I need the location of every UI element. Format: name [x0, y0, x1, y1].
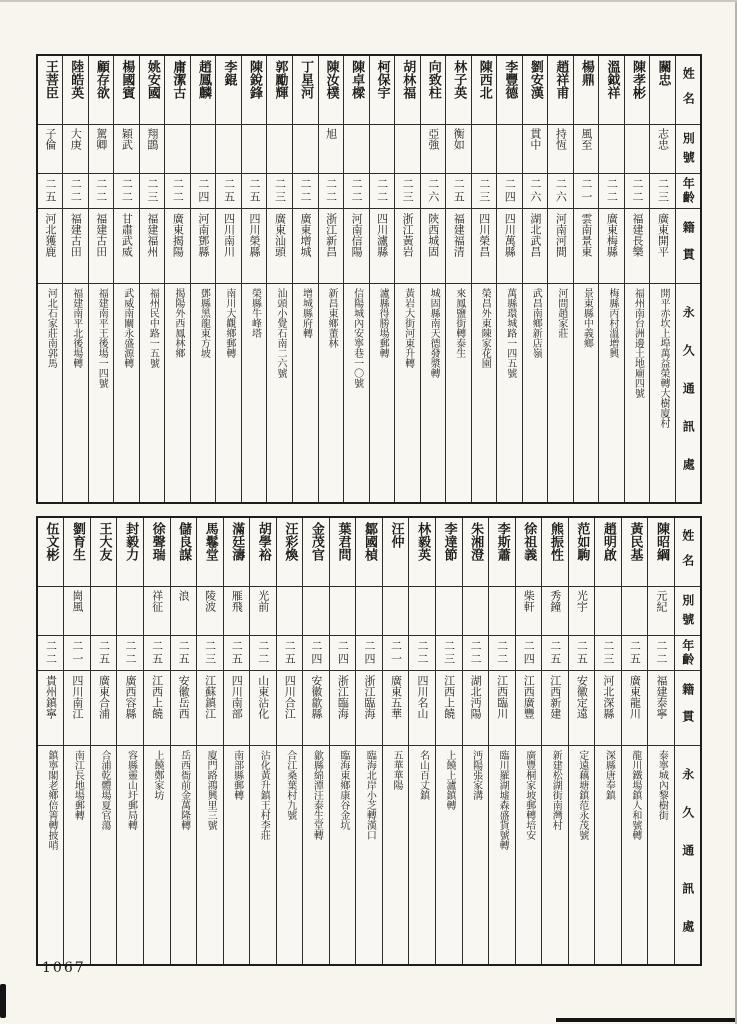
native-cell: 江西上饒 [144, 671, 171, 746]
native-cell: 貴州鎮寧 [37, 671, 64, 746]
address-cell: 臨海東鄉康谷金坑 [329, 746, 356, 966]
alias-cell [436, 587, 463, 636]
address-cell: 合江桑葉村九號 [276, 746, 303, 966]
address-cell: 河間趙家莊 [548, 284, 574, 504]
native-cell: 廣東開平 [650, 209, 676, 284]
age-cell: 二四 [356, 636, 383, 671]
native-cell: 福建福州 [139, 209, 165, 284]
name-cell: 徐聲瑞 [144, 517, 171, 587]
age-cell: 二二 [37, 636, 64, 671]
native-cell: 廣東汕頭 [267, 209, 293, 284]
name-cell: 熊振性 [542, 517, 569, 587]
row-label-native: 籍貫 [675, 209, 701, 284]
native-cell: 河南河間 [548, 209, 574, 284]
age-cell: 二二 [117, 636, 144, 671]
native-cell: 安徽歙縣 [303, 671, 330, 746]
native-cell: 福建古田 [88, 209, 114, 284]
name-cell: 黃民基 [621, 517, 648, 587]
age-cell: 二四 [515, 636, 542, 671]
name-cell: 陳汝樸 [318, 55, 344, 125]
alias-cell: 翔鵾 [139, 125, 165, 174]
address-cell: 鄧縣黑龍東方坡 [190, 284, 216, 504]
row-alias [37, 587, 701, 636]
name-cell: 陳孝彬 [624, 55, 650, 125]
alias-cell [293, 125, 319, 174]
native-cell: 江西新建 [542, 671, 569, 746]
address-cell: 萬縣環城路一四五號 [497, 284, 523, 504]
native-cell: 四川瀘縣 [369, 209, 395, 284]
age-cell: 二五 [241, 174, 267, 209]
name-cell: 趙明啟 [595, 517, 622, 587]
alias-cell [165, 125, 191, 174]
name-cell: 朱湘澄 [462, 517, 489, 587]
address-cell: 泰寧城內黎樹街 [648, 746, 675, 966]
native-cell: 四川名山 [409, 671, 436, 746]
address-cell: 沾化黃升鎮王村李莊 [250, 746, 277, 966]
name-cell: 陳西北 [471, 55, 497, 125]
native-cell: 安徽定遠 [568, 671, 595, 746]
native-cell: 四川南部 [223, 671, 250, 746]
native-cell: 河南鄧縣 [190, 209, 216, 284]
alias-cell: 元紀 [648, 587, 675, 636]
native-cell: 廣東合浦 [90, 671, 117, 746]
name-cell: 顧存欲 [88, 55, 114, 125]
age-cell: 二三 [436, 636, 463, 671]
alias-cell: 陵波 [197, 587, 224, 636]
native-cell: 安徽岳西 [170, 671, 197, 746]
alias-cell [117, 587, 144, 636]
native-cell: 浙江新昌 [318, 209, 344, 284]
directory-table-top [36, 54, 702, 504]
alias-cell: 亞強 [420, 125, 446, 174]
name-cell: 胡林福 [395, 55, 421, 125]
native-cell: 湖北沔陽 [462, 671, 489, 746]
name-cell: 楊鼎 [573, 55, 599, 125]
name-cell: 陳卓樑 [344, 55, 370, 125]
alias-cell [37, 587, 64, 636]
address-cell: 南川大觀鄉郵轉 [216, 284, 242, 504]
name-cell: 汪彩煥 [276, 517, 303, 587]
address-cell: 合浦乾體場夏官蕩 [90, 746, 117, 966]
row-age [37, 174, 701, 209]
name-cell: 庸潔古 [165, 55, 191, 125]
alias-cell [395, 125, 421, 174]
alias-cell [497, 125, 523, 174]
address-cell: 梅縣丙村溫增興 [599, 284, 625, 504]
age-cell: 二四 [329, 636, 356, 671]
age-cell: 二三 [471, 174, 497, 209]
alias-cell: 浪 [170, 587, 197, 636]
native-cell: 四川南江 [64, 671, 91, 746]
row-label-alias: 別號 [675, 125, 701, 174]
age-cell: 二二 [624, 174, 650, 209]
address-cell: 增城縣府轉 [293, 284, 319, 504]
age-cell: 二二 [63, 174, 89, 209]
address-cell: 信陽城內安寧巷一〇號 [344, 284, 370, 504]
alias-cell: 穎武 [114, 125, 140, 174]
address-cell: 沔陽張家溝 [462, 746, 489, 966]
address-cell: 福州民中路一五號 [139, 284, 165, 504]
address-cell: 城固縣南天德發漿轉 [420, 284, 446, 504]
age-cell: 二三 [595, 636, 622, 671]
name-cell: 封毅力 [117, 517, 144, 587]
native-cell: 廣東龍川 [621, 671, 648, 746]
name-cell: 李達節 [436, 517, 463, 587]
native-cell: 四川榮昌 [471, 209, 497, 284]
address-cell: 武昌南鄉新店嶺 [522, 284, 548, 504]
address-cell: 景東縣中義鄉 [573, 284, 599, 504]
address-cell: 來鳳鹽街轉泰生 [446, 284, 472, 504]
address-cell: 黃岩大街河東升轉 [395, 284, 421, 504]
row-label-age: 年齡 [674, 636, 701, 671]
name-cell: 向致柱 [420, 55, 446, 125]
name-cell: 林子英 [446, 55, 472, 125]
alias-cell: 子倫 [37, 125, 63, 174]
directory-table-bottom [36, 516, 702, 966]
alias-cell [621, 587, 648, 636]
alias-cell: 光前 [250, 587, 277, 636]
row-label-native: 籍貫 [674, 671, 701, 746]
name-cell: 姚安國 [139, 55, 165, 125]
scan-artifact-bottom-edge [556, 1018, 737, 1022]
alias-cell [267, 125, 293, 174]
age-cell: 二二 [648, 636, 675, 671]
address-cell: 福州南台洲邊土地廟四號 [624, 284, 650, 504]
name-cell: 陳昭綱 [648, 517, 675, 587]
name-cell: 趙鳳麟 [190, 55, 216, 125]
native-cell: 浙江臨海 [356, 671, 383, 746]
address-cell: 新建松湖街南灣村 [542, 746, 569, 966]
alias-cell [190, 125, 216, 174]
address-cell: 定遠藕塘鎮范永茂號 [568, 746, 595, 966]
age-cell: 二五 [276, 636, 303, 671]
row-label-alias: 別號 [674, 587, 701, 636]
native-cell: 四川榮縣 [241, 209, 267, 284]
name-cell: 伍文彬 [37, 517, 64, 587]
alias-cell: 貫中 [522, 125, 548, 174]
age-cell: 二四 [303, 636, 330, 671]
native-cell: 廣東梅縣 [599, 209, 625, 284]
address-cell: 廈門路鴻興里三號 [197, 746, 224, 966]
age-cell: 二五 [37, 174, 63, 209]
name-cell: 汪仲 [382, 517, 409, 587]
address-cell: 岳西衙前金萬隆轉 [170, 746, 197, 966]
age-cell: 二一 [573, 174, 599, 209]
page-number: 1067 [42, 960, 86, 976]
name-cell: 馬鬈堂 [197, 517, 224, 587]
name-cell: 趙祥甫 [548, 55, 574, 125]
address-cell: 榮縣牛峰塔 [241, 284, 267, 504]
alias-cell: 柴軒 [515, 587, 542, 636]
alias-cell [409, 587, 436, 636]
alias-cell: 大庚 [63, 125, 89, 174]
native-cell: 江西廣豐 [515, 671, 542, 746]
scan-artifact-left-edge [0, 984, 6, 1018]
name-cell: 楊國賓 [114, 55, 140, 125]
native-cell: 江西上饒 [436, 671, 463, 746]
alias-cell [241, 125, 267, 174]
native-cell: 福建福清 [446, 209, 472, 284]
age-cell: 二三 [395, 174, 421, 209]
row-native [37, 209, 701, 284]
address-cell: 上饒上瀘鎮轉 [436, 746, 463, 966]
age-cell: 二三 [139, 174, 165, 209]
alias-cell: 駕卿 [88, 125, 114, 174]
age-cell: 二一 [382, 636, 409, 671]
address-cell: 福建南平王後場一四號 [88, 284, 114, 504]
native-cell: 陝西城固 [420, 209, 446, 284]
row-age [37, 636, 701, 671]
age-cell: 二二 [599, 174, 625, 209]
native-cell: 江蘇鎮江 [197, 671, 224, 746]
name-cell: 劉安漢 [522, 55, 548, 125]
native-cell: 河北獲鹿 [37, 209, 63, 284]
alias-cell [329, 587, 356, 636]
native-cell: 福建長樂 [624, 209, 650, 284]
alias-cell [489, 587, 516, 636]
age-cell: 二二 [462, 636, 489, 671]
name-cell: 王大友 [90, 517, 117, 587]
age-cell: 二二 [293, 174, 319, 209]
age-cell: 二六 [548, 174, 574, 209]
native-cell: 四川萬縣 [497, 209, 523, 284]
native-cell: 甘肅武威 [114, 209, 140, 284]
alias-cell [90, 587, 117, 636]
native-cell: 浙江臨海 [329, 671, 356, 746]
alias-cell [462, 587, 489, 636]
address-cell: 瀘縣得勝場郵轉 [369, 284, 395, 504]
row-label-name: 姓名 [674, 517, 701, 587]
alias-cell: 崗風 [64, 587, 91, 636]
address-cell: 汕頭小覺石南二六號 [267, 284, 293, 504]
name-cell: 郭勵輝 [267, 55, 293, 125]
row-address [37, 284, 701, 504]
name-cell: 金茂官 [303, 517, 330, 587]
address-cell: 南江長地場郵轉 [64, 746, 91, 966]
age-cell: 二五 [90, 636, 117, 671]
age-cell: 二二 [369, 174, 395, 209]
name-cell: 丁星河 [293, 55, 319, 125]
age-cell: 二二 [114, 174, 140, 209]
name-cell: 溫鉞祥 [599, 55, 625, 125]
name-cell: 滿廷濤 [223, 517, 250, 587]
age-cell: 二一 [64, 636, 91, 671]
native-cell: 廣東五華 [382, 671, 409, 746]
address-cell: 揭陽外西鳳林鄉 [165, 284, 191, 504]
native-cell: 廣西容縣 [117, 671, 144, 746]
name-cell: 徐祖義 [515, 517, 542, 587]
name-cell: 李豐德 [497, 55, 523, 125]
address-cell: 河北石家莊南郭馬 [37, 284, 63, 504]
address-cell: 福建南平北後場轉 [63, 284, 89, 504]
row-label-age: 年齡 [675, 174, 701, 209]
name-cell: 儲良謀 [170, 517, 197, 587]
address-cell: 臨海北岸小芝轉漢口 [356, 746, 383, 966]
age-cell: 二四 [190, 174, 216, 209]
native-cell: 浙江黃岩 [395, 209, 421, 284]
alias-cell: 雁飛 [223, 587, 250, 636]
alias-cell [276, 587, 303, 636]
name-cell: 李錕 [216, 55, 242, 125]
row-alias [37, 125, 701, 174]
name-cell: 陸皓英 [63, 55, 89, 125]
address-cell: 榮昌外東陳家花園 [471, 284, 497, 504]
native-cell: 福建泰寧 [648, 671, 675, 746]
age-cell: 二三 [267, 174, 293, 209]
native-cell: 河北深縣 [595, 671, 622, 746]
row-name [37, 55, 701, 125]
native-cell: 山東沾化 [250, 671, 277, 746]
alias-cell [344, 125, 370, 174]
alias-cell [599, 125, 625, 174]
age-cell: 二二 [489, 636, 516, 671]
row-label-address: 永久通訊處 [674, 746, 701, 966]
name-cell: 劉育生 [64, 517, 91, 587]
native-cell: 福建古田 [63, 209, 89, 284]
name-cell: 胡學裕 [250, 517, 277, 587]
age-cell: 二二 [344, 174, 370, 209]
alias-cell [624, 125, 650, 174]
age-cell: 二四 [497, 174, 523, 209]
alias-cell [356, 587, 383, 636]
age-cell: 二五 [621, 636, 648, 671]
name-cell: 陳銳鋒 [241, 55, 267, 125]
native-cell: 廣東增城 [293, 209, 319, 284]
address-cell: 廣豐桐家坡郵轉培安 [515, 746, 542, 966]
name-cell: 王菩臣 [37, 55, 63, 125]
alias-cell: 秀鐘 [542, 587, 569, 636]
alias-cell: 持恆 [548, 125, 574, 174]
scan-artifact-top-edge [0, 0, 737, 2]
address-cell: 上饒鄭家坊 [144, 746, 171, 966]
native-cell: 雲南景東 [573, 209, 599, 284]
address-cell: 臨川羅湖墟森盛貨號轉 [489, 746, 516, 966]
row-label-address: 永久通訊處 [675, 284, 701, 504]
address-cell: 鎮寧閣老鄉倍箐轉披哨 [37, 746, 64, 966]
address-cell: 新昌東鄉董林 [318, 284, 344, 504]
row-label-name: 姓名 [675, 55, 701, 125]
address-cell: 歙縣綿潭汪泰生堂轉 [303, 746, 330, 966]
alias-cell [369, 125, 395, 174]
alias-cell [382, 587, 409, 636]
native-cell: 江西臨川 [489, 671, 516, 746]
alias-cell: 祥征 [144, 587, 171, 636]
name-cell: 關忠 [650, 55, 676, 125]
name-cell: 葉君問 [329, 517, 356, 587]
age-cell: 二五 [216, 174, 242, 209]
name-cell: 李斯蕭 [489, 517, 516, 587]
address-cell: 容縣靈山圩郵局轉 [117, 746, 144, 966]
age-cell: 二五 [170, 636, 197, 671]
name-cell: 范如駒 [568, 517, 595, 587]
alias-cell [471, 125, 497, 174]
age-cell: 二六 [420, 174, 446, 209]
age-cell: 二二 [318, 174, 344, 209]
age-cell: 二五 [568, 636, 595, 671]
alias-cell [303, 587, 330, 636]
row-address [37, 746, 701, 966]
age-cell: 二三 [650, 174, 676, 209]
address-cell: 南部縣郵轉 [223, 746, 250, 966]
alias-cell [216, 125, 242, 174]
name-cell: 鄒國楨 [356, 517, 383, 587]
alias-cell: 衡如 [446, 125, 472, 174]
address-cell: 武威南關永盛源轉 [114, 284, 140, 504]
row-name [37, 517, 701, 587]
native-cell: 廣東揭陽 [165, 209, 191, 284]
native-cell: 四川合江 [276, 671, 303, 746]
address-cell: 深縣唐奉鎮 [595, 746, 622, 966]
age-cell: 二二 [88, 174, 114, 209]
age-cell: 二五 [144, 636, 171, 671]
alias-cell [595, 587, 622, 636]
age-cell: 二二 [409, 636, 436, 671]
age-cell: 二五 [542, 636, 569, 671]
address-cell: 龍川鐵場鎮人和號轉 [621, 746, 648, 966]
age-cell: 二二 [165, 174, 191, 209]
address-cell: 名山百丈鎮 [409, 746, 436, 966]
native-cell: 四川南川 [216, 209, 242, 284]
alias-cell: 風至 [573, 125, 599, 174]
age-cell: 二二 [250, 636, 277, 671]
address-cell: 五華華陽 [382, 746, 409, 966]
alias-cell: 光宇 [568, 587, 595, 636]
name-cell: 柯保宇 [369, 55, 395, 125]
alias-cell: 志忠 [650, 125, 676, 174]
age-cell: 二六 [522, 174, 548, 209]
row-native [37, 671, 701, 746]
native-cell: 湖北武昌 [522, 209, 548, 284]
native-cell: 河南信陽 [344, 209, 370, 284]
age-cell: 二三 [197, 636, 224, 671]
age-cell: 二五 [223, 636, 250, 671]
name-cell: 林毅英 [409, 517, 436, 587]
age-cell: 二五 [446, 174, 472, 209]
address-cell: 開平赤坎上埠萬益榮轉大樹廈村 [650, 284, 676, 504]
alias-cell: 旭 [318, 125, 344, 174]
